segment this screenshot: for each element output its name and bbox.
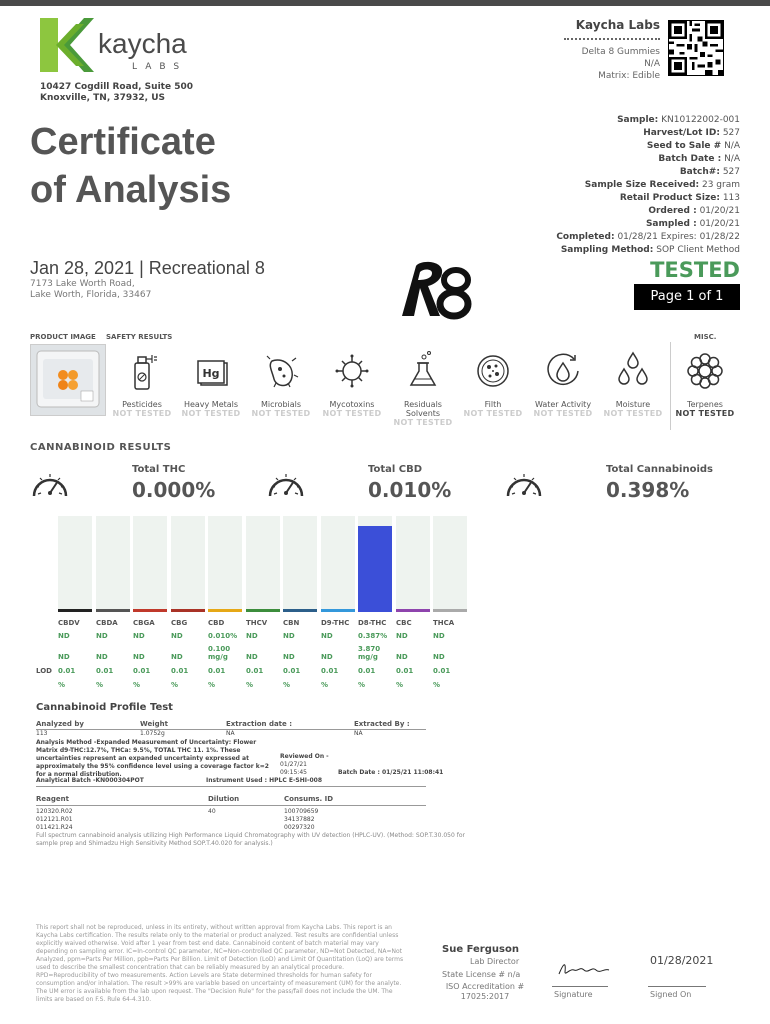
consums-3: 00297320 [284, 824, 315, 831]
mycotoxins-icon [333, 348, 371, 392]
address-line-1: 10427 Cogdill Road, Suite 500 [40, 82, 193, 92]
safety-label: Terpenes [687, 400, 723, 409]
total-value: 0.000% [132, 478, 216, 502]
cannabinoid-unit: % [96, 681, 104, 689]
state-license: State License # n/a [442, 970, 521, 979]
safety-item-heavy-metals [176, 348, 246, 418]
safety-label: Moisture [615, 400, 651, 409]
sample-key: Completed: [556, 232, 615, 242]
microbials-icon [262, 348, 300, 392]
cannabinoid-results-header: CANNABINOID RESULTS [30, 442, 172, 453]
color-key [58, 609, 92, 612]
weight-label: Weight [140, 720, 168, 728]
cannabinoid-percent: ND [433, 632, 445, 640]
method-note: Full spectrum cannabinoid analysis utilizing High Performance Liquid Chromatography with UV detection (HPLC-UV). (Method: SOP.T.30.050 for sample prep and Shimadzu High Sensitivity Method SOP.T.40.020 for analysis.) [36, 832, 465, 847]
cannabinoid-percent: ND [283, 632, 295, 640]
safety-status: NOT TESTED [112, 409, 172, 418]
extracted-by-label: Extracted By : [354, 720, 410, 728]
cannabinoid-percent: ND [171, 632, 183, 640]
cannabinoid-lod: 0.01 [246, 667, 264, 675]
director-role: Lab Director [470, 957, 520, 966]
document-title [30, 118, 231, 214]
cannabinoid-lod: 0.01 [396, 667, 414, 675]
weight-value: 1.0752g [140, 730, 165, 737]
extracted-by-value: NA [354, 730, 363, 737]
sample-value: N/A [724, 154, 740, 164]
safety-item-water-activity [528, 348, 598, 418]
sample-value: N/A [724, 141, 740, 151]
color-key [171, 609, 205, 612]
chart-column-d9-thc [321, 516, 355, 612]
cannabinoid-mg: ND [396, 653, 408, 661]
qr-code-icon[interactable] [668, 20, 724, 76]
client-address-1: 7173 Lake Worth Road, [30, 279, 135, 289]
cannabinoid-unit: % [396, 681, 404, 689]
director-name: Sue Ferguson [442, 944, 519, 955]
reviewed-on-label: Reviewed On - [280, 753, 329, 760]
safety-label: Mycotoxins [329, 400, 375, 409]
sample-row [556, 127, 740, 140]
signed-on-label: Signed On [650, 990, 692, 999]
sample-key: Retail Product Size: [619, 193, 720, 203]
cannabinoid-lod: 0.01 [96, 667, 114, 675]
sample-row [556, 166, 740, 179]
sample-key: Sampling Method: [560, 245, 654, 255]
sample-key: Seed to Sale # [646, 141, 722, 151]
residual-solvents-icon [404, 348, 442, 392]
heavy-metals-icon [192, 348, 230, 392]
cannabinoid-lod: 0.01 [283, 667, 301, 675]
sample-value: 01/20/21 [699, 219, 740, 229]
cannabinoid-mg: 3.870 mg/g [358, 645, 381, 661]
cannabinoid-percent: 0.010% [208, 632, 238, 640]
cannabinoid-lod: 0.01 [171, 667, 189, 675]
cannabinoid-percent: ND [246, 632, 258, 640]
kaycha-logo [36, 14, 216, 78]
total-value: 0.010% [368, 478, 452, 502]
extraction-date-label: Extraction date : [226, 720, 293, 728]
safety-status: NOT TESTED [675, 409, 735, 418]
cannabinoid-percent: ND [133, 632, 145, 640]
reagent-label: Reagent [36, 795, 69, 803]
chart-column-cbda [96, 516, 130, 612]
total-label: Total THC [132, 464, 186, 475]
consums-label: Consums. ID [284, 795, 334, 803]
cannabinoid-unit: % [358, 681, 366, 689]
cannabinoid-name: CBD [208, 619, 225, 627]
cannabinoid-name: CBC [396, 619, 412, 627]
safety-item-moisture [598, 348, 668, 418]
title-line-1: Certificate [30, 121, 216, 163]
safety-label: Pesticides [122, 400, 162, 409]
color-key [96, 609, 130, 612]
analyzed-by-label: Analyzed by [36, 720, 84, 728]
gauge-icon [504, 466, 544, 504]
lab-name: Kaycha Labs [575, 18, 660, 32]
safety-label: Residuals Solvents [404, 400, 442, 418]
sample-row [556, 205, 740, 218]
client-logo [396, 256, 476, 326]
moisture-icon [614, 348, 652, 392]
cannabinoid-percent: ND [321, 632, 333, 640]
analytical-batch: Analytical Batch -KN000304POT [36, 777, 144, 784]
sample-row [556, 140, 740, 153]
signed-date: 01/28/2021 [650, 954, 714, 967]
total-label: Total CBD [368, 464, 423, 475]
cannabinoid-percent: ND [58, 632, 70, 640]
gauge-icon [30, 466, 70, 504]
client-location [30, 279, 151, 301]
kaycha-k-icon [36, 14, 96, 76]
safety-status: NOT TESTED [181, 409, 241, 418]
brand-wordmark: kaycha [98, 28, 187, 59]
sample-key: Harvest/Lot ID: [643, 128, 720, 138]
cannabinoid-mg: ND [96, 653, 108, 661]
sample-value: 113 [722, 193, 740, 203]
chart-column-cbdv [58, 516, 92, 612]
color-key [246, 609, 280, 612]
cannabinoid-mg: ND [171, 653, 183, 661]
color-key [358, 609, 392, 612]
sample-value: SOP Client Method [656, 245, 740, 255]
total-value: 0.398% [606, 478, 690, 502]
safety-item-microbials [246, 348, 316, 418]
cannabinoid-mg: ND [283, 653, 295, 661]
consums-2: 34137882 [284, 816, 315, 823]
cannabinoid-lod: 0.01 [208, 667, 226, 675]
safety-status: NOT TESTED [463, 409, 523, 418]
dilution-label: Dilution [208, 795, 240, 803]
safety-results-header: SAFETY RESULTS [106, 333, 173, 341]
chart-column-thca [433, 516, 467, 612]
client-address-2: Lake Worth, Florida, 33467 [30, 290, 152, 300]
terpenes-icon [686, 348, 724, 392]
product-matrix: Matrix: Edible [598, 71, 660, 81]
sample-details [556, 114, 740, 257]
cannabinoid-name: D8-THC [358, 619, 387, 627]
product-info [582, 46, 660, 82]
water-activity-icon [544, 348, 582, 392]
cannabinoid-lod: 0.01 [133, 667, 151, 675]
safety-item-residuals-solvents [388, 348, 458, 427]
sample-row [556, 153, 740, 166]
safety-label: Heavy Metals [183, 400, 239, 409]
cannabinoid-name: THCA [433, 619, 455, 627]
cannabinoid-name: CBGA [133, 619, 155, 627]
chart-column-cbd [208, 516, 242, 612]
status-badge: TESTED [650, 258, 740, 282]
safety-item-terpenes [670, 348, 740, 418]
safety-status: NOT TESTED [533, 409, 593, 418]
cannabinoid-unit: % [171, 681, 179, 689]
color-key [433, 609, 467, 612]
sample-row [556, 179, 740, 192]
safety-item-filth [458, 348, 528, 418]
sample-key: Batch#: [679, 167, 720, 177]
cannabinoid-unit: % [433, 681, 441, 689]
cannabinoid-unit: % [58, 681, 66, 689]
sample-value: 01/28/21 Expires: 01/28/22 [617, 232, 740, 242]
cannabinoid-percent: 0.387% [358, 632, 388, 640]
sample-value: 23 gram [701, 180, 740, 190]
cannabinoid-unit: % [321, 681, 329, 689]
chart-column-thcv [246, 516, 280, 612]
cannabinoid-name: CBN [283, 619, 300, 627]
reagent-2: 012121.R01 [36, 816, 73, 823]
svg-text:Hg: Hg [202, 367, 220, 380]
cannabinoid-mg: ND [246, 653, 258, 661]
sample-value: 01/20/21 [699, 206, 740, 216]
cannabinoid-unit: % [283, 681, 291, 689]
chart-bar-d8-thc [358, 526, 392, 612]
chart-column-d8-thc [358, 516, 392, 612]
pesticides-icon [123, 348, 161, 392]
color-key [283, 609, 317, 612]
reagent-3: 011421.R24 [36, 824, 73, 831]
sample-row [556, 231, 740, 244]
total-label: Total Cannabinoids [606, 464, 713, 475]
iso-accreditation: ISO Accreditation # 17025:2017 [445, 982, 525, 1001]
cannabinoid-mg: 0.100 mg/g [208, 645, 231, 661]
brand-sub: LABS [132, 62, 188, 72]
cannabinoid-name: THCV [246, 619, 268, 627]
address-line-2: Knoxville, TN, 37932, US [40, 93, 166, 103]
cannabinoid-percent: ND [96, 632, 108, 640]
safety-status: NOT TESTED [603, 409, 663, 418]
disclaimer: This report shall not be reproduced, unless in its entirety, without written approval from Kaycha Labs. This report is an Kaycha Labs certification. The results relate only to the material or product analyzed. Test results are confidential unless explicitly waived otherwise. Void after 1 year from test end date. Cannabinoid content of batch material may vary depending on sampling error. IC=In-control QC parameter, NC=Non-controlled QC parameter, ND=Not Detected, NA=Not Analyzed, ppm=Parts Per Million, ppb=Parts Per Billion. Limit of Detection (LoD) and Limit Of Quantitation (LoQ) are terms used to describe the smallest concentration that can be reliably measured by an analytical procedure. RPD=Reproducibility of two measurements. Action Levels are State determined thresholds for human safety for consumption and/or inhalation. The result >99% are variable based on uncertainty of measurement (UM) for the analyte. The UM error is available from the lab upon request. The "Decision Rule" for the pass/fail does not include the UM. The limits are based on F.S. Rule 64-4.310. [36, 924, 404, 1003]
batch-date: Batch Date : 01/25/21 11:08:41 [338, 769, 444, 776]
color-key [396, 609, 430, 612]
report-date: Jan 28, 2021 | Recreational 8 [30, 258, 265, 278]
cannabinoid-unit: % [133, 681, 141, 689]
reagent-1: 120320.R02 [36, 808, 73, 815]
product-image-header: PRODUCT IMAGE [30, 333, 96, 341]
safety-item-mycotoxins [317, 348, 387, 418]
sample-key: Ordered : [648, 206, 697, 216]
cannabinoid-mg: ND [133, 653, 145, 661]
color-key [321, 609, 355, 612]
signature-label: Signature [554, 990, 593, 999]
profile-test-title: Cannabinoid Profile Test [36, 702, 173, 713]
sample-key: Sampled : [645, 219, 697, 229]
sample-key: Sample: [617, 115, 659, 125]
safety-label: Microbials [260, 400, 302, 409]
sample-row [556, 114, 740, 127]
signature-line [552, 986, 608, 987]
reviewed-on-value: 01/27/21 09:15:45 [280, 761, 307, 776]
cannabinoid-mg: ND [321, 653, 333, 661]
cannabinoid-percent: ND [396, 632, 408, 640]
sample-row [556, 218, 740, 231]
dilution-value: 40 [208, 808, 216, 815]
sample-key: Batch Date : [658, 154, 722, 164]
misc-header: MISC. [694, 333, 717, 341]
sample-row [556, 244, 740, 257]
sample-value: KN10122002-001 [661, 115, 740, 125]
cannabinoid-mg: ND [433, 653, 445, 661]
lab-address [40, 82, 193, 104]
sample-value: 527 [722, 128, 740, 138]
cannabinoid-unit: % [208, 681, 216, 689]
top-bar [0, 0, 770, 6]
sample-row [556, 192, 740, 205]
consums-1: 100709659 [284, 808, 319, 815]
cannabinoid-lod: 0.01 [433, 667, 451, 675]
cannabinoid-name: CBDA [96, 619, 118, 627]
cannabinoid-mg: ND [58, 653, 70, 661]
safety-status: NOT TESTED [322, 409, 382, 418]
chart-column-cbn [283, 516, 317, 612]
extraction-date-value: NA [226, 730, 235, 737]
color-key [133, 609, 167, 612]
page-indicator: Page 1 of 1 [634, 284, 740, 310]
handwritten-signature [556, 958, 612, 980]
safety-status: NOT TESTED [393, 418, 453, 427]
safety-status: NOT TESTED [251, 409, 311, 418]
divider [36, 805, 426, 806]
dotted-divider [564, 38, 660, 40]
cannabinoid-name: CBDV [58, 619, 80, 627]
product-photo[interactable] [30, 344, 106, 416]
analyzed-by-value: 113 [36, 730, 48, 737]
product-na: N/A [644, 59, 660, 69]
chart-column-cbga [133, 516, 167, 612]
gummies-image [31, 345, 105, 415]
gauge-icon [266, 466, 306, 504]
cannabinoid-lod: 0.01 [321, 667, 339, 675]
divider [36, 786, 426, 787]
cannabinoid-lod: 0.01 [58, 667, 76, 675]
cannabinoid-name: CBG [171, 619, 188, 627]
filth-icon [474, 348, 512, 392]
instrument-used: Instrument Used : HPLC E-SHI-008 [206, 777, 323, 784]
color-key [208, 609, 242, 612]
sample-key: Sample Size Received: [584, 180, 700, 190]
sample-value: 527 [722, 167, 740, 177]
safety-item-pesticides [107, 348, 177, 418]
chart-column-cbc [396, 516, 430, 612]
title-line-2: of Analysis [30, 169, 232, 211]
signed-on-line [648, 986, 706, 987]
product-name: Delta 8 Gummies [581, 47, 660, 57]
safety-label: Filth [484, 400, 502, 409]
safety-label: Water Activity [534, 400, 592, 409]
lod-label: LOD [36, 667, 52, 675]
cannabinoid-name: D9-THC [321, 619, 350, 627]
analysis-method: Analysis Method -Expanded Measurement of Uncertainty: Flower Matrix d9-THC:12.7%, THCa: 9.5%, TOTAL THC 11. 1%. These uncertainties represent an expanded uncertainty expressed at approximately the 95% confidence level using a coverage factor k=2 for a normal distribution. [36, 739, 269, 778]
cannabinoid-unit: % [246, 681, 254, 689]
cannabinoid-lod: 0.01 [358, 667, 376, 675]
chart-column-cbg [171, 516, 205, 612]
